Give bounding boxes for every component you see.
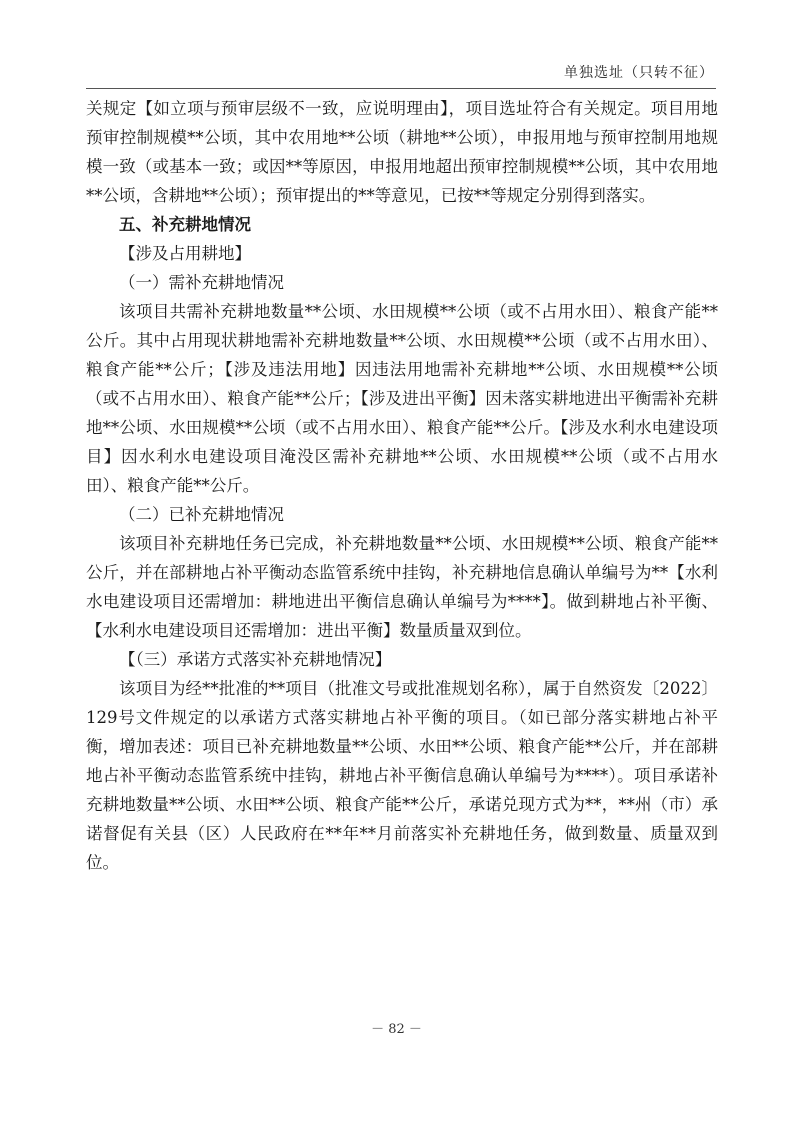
paragraph: 该项目共需补充耕地数量**公顷、水田规模**公顷（或不占用水田）、粮食产能**公斤。其中占用现状耕地需补充耕地数量**公顷、水田规模**公顷（或不占用水田）、粮食产能**公斤；【涉及违法用地】因违法用地需补充耕地**公顷、水田规模**公顷（或不占用水田）、粮食产能**公斤；【涉及进出平衡】因未落实耕地进出平衡需补充耕地**公顷、水田规模**公顷（或不占用水田）、粮食产能**公斤。【涉及水利水电建设项目】因水利水电建设项目淹没区需补充耕地**公顷、水田规模**公顷（或不占用水田）、粮食产能**公斤。 xyxy=(86,302,718,495)
subsection-heading: 【（三）承诺方式落实补充耕地情况】 xyxy=(119,650,392,669)
page-number: － 82 － xyxy=(371,1022,422,1037)
paragraph: 关规定【如立项与预审层级不一致，应说明理由】，项目选址符合有关规定。项目用地预审控制规模**公顷，其中农用地**公顷（耕地**公顷），申报用地与预审控制用地规模一致（或基本一致；或因**等原因，申报用地超出预审控制规模**公顷，其中农用地**公顷，含耕地**公顷）；预审提出的**等意见，已按**等规定分别得到落实。 xyxy=(86,99,718,205)
header-divider xyxy=(86,88,716,89)
paragraph: 该项目补充耕地任务已完成，补充耕地数量**公顷、水田规模**公顷、粮食产能**公斤，并在部耕地占补平衡动态监管系统中挂钩，补充耕地信息确认单编号为**【水利水电建设项目还需增加：耕地进出平衡信息确认单编号为****】。做到耕地占补平衡、【水利水电建设项目还需增加：进出平衡】数量质量双到位。 xyxy=(86,534,718,640)
subsection-heading: （二）已补充耕地情况 xyxy=(119,505,284,524)
paragraph: 该项目为经**批准的**项目（批准文号或批准规划名称），属于自然资发〔2022〕129号文件规定的以承诺方式落实耕地占补平衡的项目。（如已部分落实耕地占补平衡，增加表述：项目已补充耕地数量**公顷、水田**公顷、粮食产能**公斤，并在部耕地占补平衡动态监管系统中挂钩，耕地占补平衡信息确认单编号为****）。项目承诺补充耕地数量**公顷、水田**公顷、粮食产能**公斤，承诺兑现方式为**，**州（市）承诺督促有关县（区）人民政府在**年**月前落实补充耕地任务，做到数量、质量双到位。 xyxy=(86,679,718,872)
subsection-heading: （一）需补充耕地情况 xyxy=(119,273,284,292)
document-body xyxy=(86,94,718,877)
paragraph: 【涉及占用耕地】 xyxy=(119,244,251,263)
running-header: 单独选址（只转不征） xyxy=(564,65,714,81)
section-heading: 五、补充耕地情况 xyxy=(119,215,251,234)
